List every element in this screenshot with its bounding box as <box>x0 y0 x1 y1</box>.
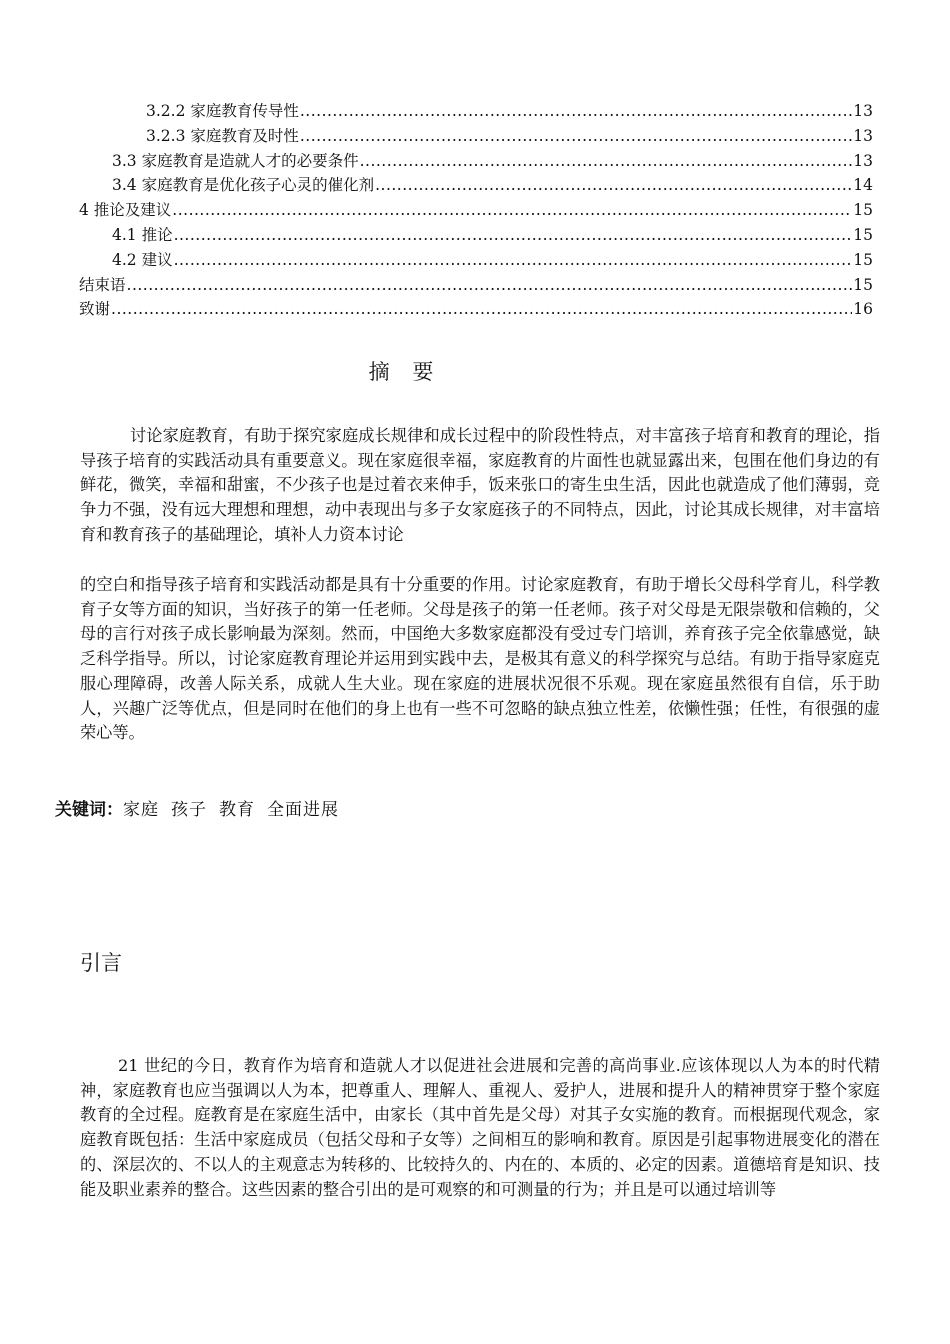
toc-entry[interactable] <box>79 273 873 298</box>
toc-entry[interactable] <box>79 223 873 248</box>
toc-entry[interactable] <box>79 297 873 322</box>
toc-entry-page: 13 <box>853 126 873 145</box>
toc-leader-dots <box>174 223 853 248</box>
toc-leader-dots <box>300 99 852 124</box>
keyword: 孩子 <box>171 800 207 820</box>
abstract-paragraph <box>80 573 880 746</box>
table-of-contents <box>79 99 873 322</box>
abstract-paragraph-text: 的空白和指导孩子培育和实践活动都是具有十分重要的作用。讨论家庭教育，有助于增长父母科学育儿，科学教育子女等方面的知识，当好孩子的第一任老师。父母是孩子的第一任老师。孩子对父母是无限崇敬和信赖的，父母的言行对孩子成长影响最为深刻。然而，中国绝大多数家庭都没有受过专门培训，养育孩子完全依靠感觉，缺乏科学指导。所以，讨论家庭教育理论并运用到实践中去，是极其有意义的科学探究与总结。有助于指导家庭克服心理障碍，改善人际关系，成就人生大业。现在家庭的进展状况很不乐观。现在家庭虽然很有自信，乐于助人，兴趣广泛等优点，但是同时在他们的身上也有一些不可忽略的缺点独立性差，依懒性强；任性，有很强的虚荣心等。 <box>80 575 880 743</box>
toc-entry-page: 15 <box>853 275 873 294</box>
keywords-line <box>55 795 351 820</box>
toc-entry-page: 13 <box>853 151 873 170</box>
toc-entry[interactable] <box>79 248 873 273</box>
intro-heading: 引言 <box>80 951 122 975</box>
intro-paragraph-text: 21 世纪的今日，教育作为培育和造就人才以促进社会进展和完善的高尚事业.应该体现以人为本的时代精神，家庭教育也应当强调以人为本，把尊重人、理解人、重视人、爱护人，进展和提升人的精神贯穿于整个家庭教育的全过程。庭教育是在家庭生活中，由家长（其中首先是父母）对其子女实施的教育。而根据现代观念，家庭教育既包括：生活中家庭成员（包括父母和子女等）之间相互的影响和教育。原因是引起事物进展变化的潜在的、深层次的、不以人的主观意志为转移的、比较持久的、内在的、本质的、必定的因素。道德培育是知识、技能及职业素养的整合。这些因素的整合引出的是可观察的和可测量的行为；并且是可以通过培训等 <box>80 1056 880 1199</box>
toc-entry-title: 致谢 <box>79 300 111 319</box>
toc-leader-dots <box>174 248 853 273</box>
toc-leader-dots <box>111 297 852 322</box>
toc-entry-title: 3.4 家庭教育是优化孩子心灵的催化剂 <box>112 176 375 195</box>
toc-entry-title: 3.3 家庭教育是造就人才的必要条件 <box>112 151 359 170</box>
toc-leader-dots <box>360 149 853 174</box>
keywords-label: 关键词： <box>55 800 123 820</box>
toc-entry-page: 15 <box>853 250 873 269</box>
toc-entry-title: 3.2.3 家庭教育及时性 <box>146 126 299 145</box>
toc-leader-dots <box>375 173 852 198</box>
keyword: 教育 <box>219 800 255 820</box>
intro-paragraph <box>80 1054 880 1202</box>
toc-leader-dots <box>127 273 853 298</box>
toc-entry-page: 14 <box>853 176 873 195</box>
toc-entry-page: 13 <box>853 102 873 120</box>
toc-entry-page: 15 <box>853 201 873 220</box>
toc-entry[interactable] <box>79 149 873 174</box>
toc-entry-page: 15 <box>853 225 873 244</box>
keyword: 家庭 <box>123 800 159 820</box>
toc-entry[interactable] <box>79 198 873 223</box>
toc-entry[interactable] <box>79 124 873 149</box>
abstract-paragraph-text: 讨论家庭教育，有助于探究家庭成长规律和成长过程中的阶段性特点，对丰富孩子培育和教育的理论，指导孩子培育的实践活动具有重要意义。现在家庭很幸福，家庭教育的片面性也就显露出来，包围在他们身边的有鲜花，微笑，幸福和甜蜜，不少孩子也是过着衣来伸手，饭来张口的寄生虫生活，因此也就造成了他们薄弱，竞争力不强，没有远大理想和理想，动中表现出与多子女家庭孩子的不同特点，因此，讨论其成长规律，对丰富培育和教育孩子的基础理论，填补人力资本讨论 <box>80 426 880 544</box>
abstract-heading: 摘 要 <box>368 360 442 384</box>
toc-entry-title: 4.2 建议 <box>112 250 173 269</box>
abstract-paragraph <box>80 424 880 548</box>
toc-entry[interactable] <box>79 99 873 124</box>
toc-entry-title: 4.1 推论 <box>112 225 173 244</box>
toc-entry[interactable] <box>79 173 873 198</box>
toc-entry-title: 3.2.2 家庭教育传导性 <box>146 102 299 120</box>
keyword: 全面进展 <box>267 800 339 820</box>
toc-entry-title: 结束语 <box>79 275 126 294</box>
toc-entry-page: 16 <box>853 300 873 319</box>
toc-entry-title: 4 推论及建议 <box>79 201 172 220</box>
toc-leader-dots <box>300 124 852 149</box>
toc-leader-dots <box>172 198 852 223</box>
